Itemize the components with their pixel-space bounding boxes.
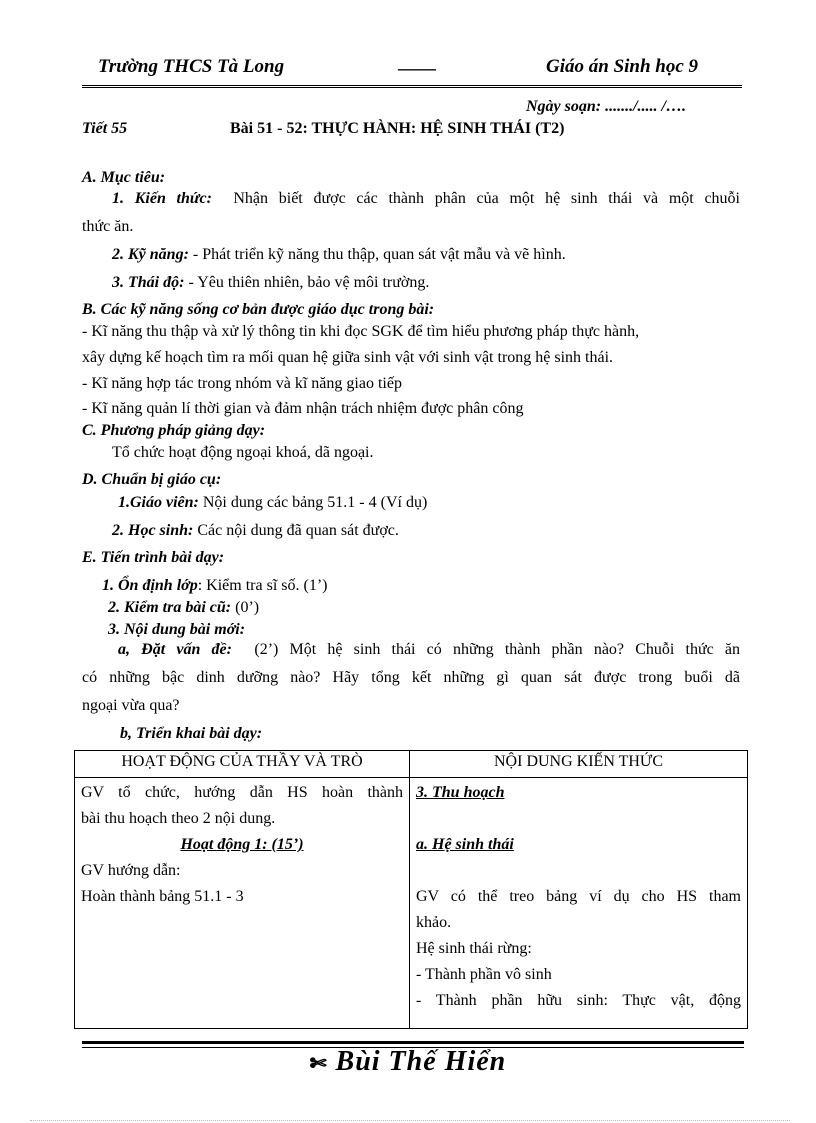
a-line-1: [118, 640, 740, 660]
section-b-line-4: - Kĩ năng quản lí thời gian và đảm nhận trách nhiệm được phân công: [82, 400, 524, 417]
section-b-heading: B. Các kỹ năng sống cơ bản được giáo dục trong bài:: [82, 301, 435, 318]
attitude-text: - Yêu thiên nhiên, bảo vệ môi trường.: [188, 274, 430, 291]
right-heading-2: a. Hệ sinh thái: [416, 836, 514, 853]
lesson-period: Tiết 55: [82, 120, 128, 137]
section-b-line-1: - Kĩ năng thu thập và xử lý thông tin khi đọc SGK để tìm hiểu phương pháp thực hành,: [82, 323, 640, 340]
attitude-label: 3. Thái độ:: [112, 274, 185, 291]
section-b-line-3: - Kĩ năng hợp tác trong nhóm và kĩ năng giao tiếp: [82, 375, 402, 392]
section-a-heading: A. Mục tiêu:: [82, 169, 166, 186]
knowledge-label: 1. Kiến thức:: [112, 190, 212, 207]
student-line: [112, 521, 399, 541]
activity-heading: Hoạt động 1: (15’): [180, 836, 304, 853]
skill-label: 2. Kỹ năng:: [112, 246, 189, 263]
b-label: b, Triển khai bài dạy:: [120, 725, 263, 742]
col2-header: NỘI DUNG KIẾN THỨC: [410, 751, 748, 778]
header-subject: Giáo án Sinh học 9: [546, 56, 699, 77]
right-heading-1: 3. Thu hoạch: [416, 784, 505, 801]
student-text: Các nội dung đã quan sát được.: [197, 522, 399, 539]
right-line-7: - Thành phần hữu sinh: Thực vật, động: [416, 992, 741, 1009]
knowledge-line-1: [112, 189, 740, 209]
knowledge-text-2: thức ăn.: [82, 218, 134, 235]
section-b-line-2: xây dựng kế hoạch tìm ra mối quan hệ giữa sinh vật với sinh vật trong hệ sinh thái.: [82, 349, 614, 366]
attitude-line: [112, 273, 429, 293]
date-line: Ngày soạn: ......./..... /….: [526, 98, 686, 115]
section-c-text: Tổ chức hoạt động ngoại khoá, dã ngoại.: [112, 444, 374, 461]
section-d-heading: D. Chuẩn bị giáo cụ:: [82, 471, 222, 488]
footer-author-name: Bùi Thế Hiển: [335, 1046, 507, 1077]
footer-author: [0, 1046, 816, 1078]
page-edge-dots: [30, 1120, 790, 1121]
header-rule: [82, 85, 742, 88]
table-header-row: [75, 751, 748, 778]
a-text-1: (2’) Một hệ sinh thái có những thành phần nào? Chuỗi thức ăn: [254, 641, 741, 658]
item1-line: [102, 576, 327, 596]
left-cell: [75, 778, 410, 1029]
skill-text: - Phát triển kỹ năng thu thập, quan sát vật mẫu và vẽ hình.: [192, 246, 566, 263]
right-cell: [410, 778, 748, 1029]
item1-label: 1. Ổn định lớp: [102, 577, 198, 594]
teacher-line: [118, 493, 427, 513]
item2-text: (0’): [235, 599, 260, 616]
a-label: a, Đặt vấn đề:: [118, 641, 232, 658]
section-e-heading: E. Tiến trình bài dạy:: [82, 549, 225, 566]
left-line-4: GV hướng dẫn:: [81, 862, 181, 879]
right-line-3: GV có thể treo bảng ví dụ cho HS tham: [416, 888, 741, 905]
right-spacer-2: [416, 858, 741, 884]
left-line-1: GV tổ chức, hướng dẫn HS hoàn thành: [81, 784, 403, 801]
lesson-title: Bài 51 - 52: THỰC HÀNH: HỆ SINH THÁI (T2): [230, 120, 565, 137]
header-school: Trường THCS Tà Long: [98, 56, 285, 77]
section-c-heading: C. Phương pháp giảng dạy:: [82, 422, 266, 439]
item1-text: : Kiểm tra sĩ số. (1’): [197, 577, 328, 594]
teacher-text: Nội dung các bảng 51.1 - 4 (Ví dụ): [202, 494, 428, 511]
right-line-4: khảo.: [416, 914, 452, 931]
right-line-6: - Thành phần vô sinh: [416, 966, 552, 983]
a-text-3: ngoại vừa qua?: [82, 697, 180, 714]
right-line-5: Hệ sinh thái rừng:: [416, 940, 532, 957]
skill-line: [112, 245, 566, 265]
header-separator: ____: [398, 52, 436, 73]
footer-rule-thick: [82, 1041, 744, 1044]
scissors-icon: ✄: [309, 1053, 328, 1076]
left-line-2: bài thu hoạch theo 2 nội dung.: [81, 810, 276, 827]
item2-label: 2. Kiểm tra bài cũ:: [108, 599, 232, 616]
item3-label: 3. Nội dung bài mới:: [108, 621, 246, 638]
left-line-5: Hoàn thành bảng 51.1 - 3: [81, 888, 244, 905]
knowledge-text-1: Nhận biết được các thành phân của một hệ sinh thái và một chuỗi: [233, 190, 741, 207]
student-label: 2. Học sinh:: [112, 522, 194, 539]
lesson-table: [74, 750, 748, 1029]
a-text-2: có những bậc dinh dưỡng nào? Hãy tổng kết những gì quan sát được trong buổi dã: [82, 669, 740, 686]
right-spacer-1: [416, 806, 741, 832]
table-row: [75, 778, 748, 1029]
item2-line: [108, 598, 259, 618]
teacher-label: 1.Giáo viên:: [118, 494, 199, 511]
col1-header: HOẠT ĐỘNG CỦA THẦY VÀ TRÒ: [75, 751, 410, 778]
